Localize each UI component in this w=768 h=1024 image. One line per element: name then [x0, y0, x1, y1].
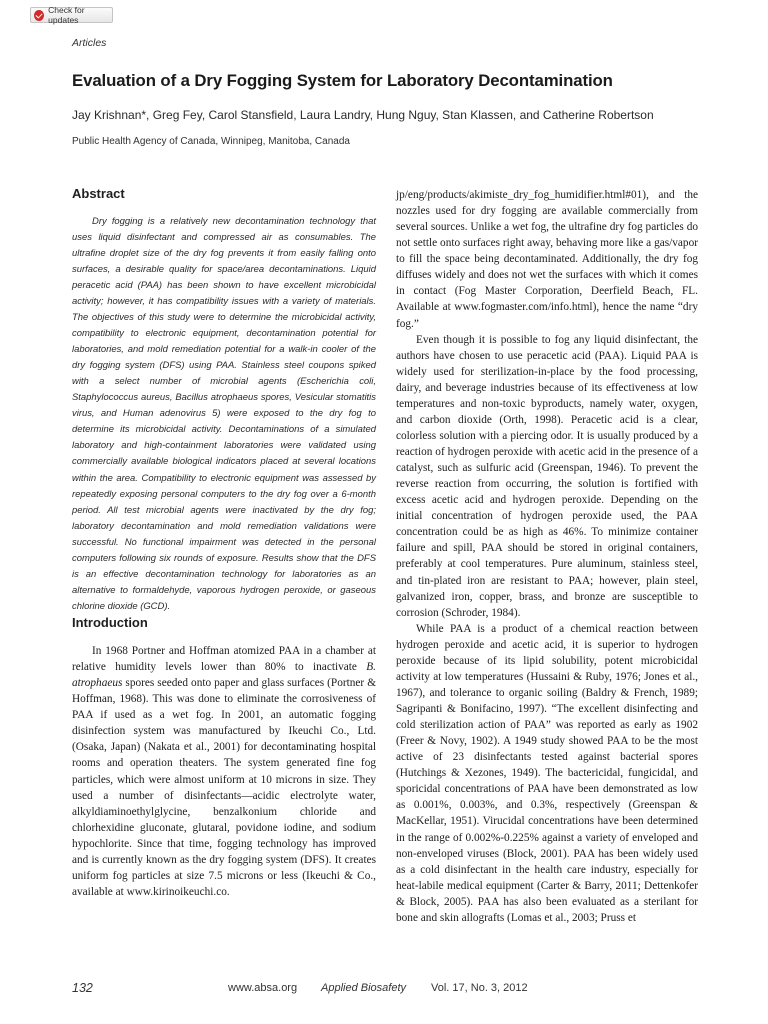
- affiliation: Public Health Agency of Canada, Winnipeg, Manitoba, Canada: [72, 136, 350, 147]
- body-paragraph-2: Even though it is possible to fog any liquid disinfectant, the authors have chosen to use peracetic acid (PAA). Liquid PAA is widely used for sterilization-in-place by the food processing, dairy, and beverage industries because of its effectiveness at low temperatures and non-toxic byproducts, namely water, oxygen, and carbon dioxide (Orth, 1998). Peracetic acid is a clear, colorless solution with a piercing odor. It is usually produced by a reaction of hydrogen peroxide with acetic acid in the presence of a catalyst, such as sulfuric acid (Greenspan, 1946). To prevent the reverse reaction from occurring, the solution is fortified with excess acetic acid and hydrogen peroxide. Depending on the initial concentration of hydrogen peroxide used, the PAA concentration could be as high as 46%. To minimize container failure and spill, PAA should be stored in original containers, preferably at cool temperatures. Pure aluminum, stainless steel, and tin-plated iron are resistant to PAA; however, plain steel, galvanized iron, copper, brass, and bronze are susceptible to corrosion (Schroder, 1984).: [396, 333, 698, 619]
- left-column: [72, 186, 376, 900]
- body-paragraph-3: While PAA is a product of a chemical reaction between hydrogen peroxide and acetic acid, it is superior to hydrogen peroxide because of its lipid solubility, potent microbicidal activity at low temperatures (Hussaini & Ruby, 1976; Jones et al., 1967), and tolerance to organic soiling (Baldry & French, 1989; Sagripanti & Bonifacino, 1997). “The excellent disinfecting and cold sterilization action of PAA” was reported as early as 1902 (Freer & Novy, 1902). A 1949 study showed PAA to be the most active of 23 disinfectants tested against bacterial spores (Hutchings & Xezones, 1949). The bactericidal, fungicidal, and sporicidal concentrations of PAA have been demonstrated as low as 0.001%, 0.003%, and 0.3%, respectively (Greenspan & MacKellar, 1951). Virucidal concentrations have been determined in the range of 0.002%-0.225% against a variety of enveloped and non-enveloped viruses (Block, 2001). PAA has been widely used as a cold disinfectant in the health care industry, especially for heat-labile medical equipment (Carter & Barry, 2011; Dettenkofer & Block, 2005). PAA has also been evaluated as a sterilant for bone and skin allografts (Lomas et al., 2003; Pruss et: [396, 622, 698, 924]
- author-list: Jay Krishnan*, Greg Fey, Carol Stansfield, Laura Landry, Hung Nguy, Stan Klassen, and Catherine Robertson: [72, 108, 654, 122]
- introduction-paragraph: [72, 643, 376, 901]
- body-paragraph-1: jp/eng/products/akimiste_dry_fog_humidifier.html#01), and the nozzles used for dry fogging are available commercially from several sources. Unlike a wet fog, the ultrafine dry fog particles do not settle onto surfaces right away, behaving more like a gas/vapor to fill the space being decontaminated. Additionally, the dry fog diffuses widely and does not wet the surfaces with which it comes in contact (Fog Master Corporation, Deerfield Beach, FL. Available at www.fogmaster.com/info.html), hence the name “dry fog.”: [396, 189, 698, 330]
- journal-name: Applied Biosafety: [321, 982, 406, 994]
- check-for-updates-label: Check for updates: [48, 5, 85, 25]
- section-label: Articles: [72, 37, 107, 49]
- intro-text-end: spores seeded onto paper and glass surfaces (Portner & Hoffman, 1968). This was done to eliminate the corrosiveness of PAA if used as a wet fog. In 2001, an automatic fogging disinfection system was manufactured by Ikeuchi Co., Ltd. (Osaka, Japan) (Nakata et al., 2001) for decontaminating hospital rooms and operation theaters. The system generated fine fog particles, which were almost uniform at 10 microns in size. They used a number of disinfectants—acidic electrolyte water, alkyldiaminoethylglycine, benzalkonium chloride and chlorhexidine gluconate, glutaral, povidone iodine, and sodium hypochlorite. Since that time, fogging technology has improved and is currently known as the dry fogging system (DFS). It creates uniform fog particles at size 7.5 microns or less (Ikeuchi & Co., available at www.kirinoikeuchi.co.: [72, 676, 376, 899]
- abstract-heading: Abstract: [72, 186, 125, 201]
- species-name: B. atrophaeus: [72, 660, 376, 689]
- introduction-heading: Introduction: [72, 614, 148, 630]
- footer-url[interactable]: www.absa.org: [228, 982, 298, 994]
- check-for-updates-button[interactable]: [30, 7, 113, 23]
- article-title: Evaluation of a Dry Fogging System for Laboratory Decontamination: [72, 71, 613, 90]
- abstract-text: Dry fogging is a relatively new decontamination technology that uses liquid disinfectant and compressed air as consumables. The ultrafine droplet size of the dry fog prevents it from easily falling onto surfaces, a desirable quality for space/area decontaminations. Liquid peracetic acid (PAA) has been shown to have excellent microbicidal activity; however, it has compatibility issues with a variety of materials. The objectives of this study were to determine the microbicidal activity, compatibility to electronic equipment, decontamination potential for laboratories, and mold remediation potential for a walk-in cooler of the dry fogging system (DFS) using PAA. Stainless steel coupons spiked with a select number of microbial agents (Escherichia coli, Staphylococcus aureus, Bacillus atrophaeus spores, Vesicular stomatitis virus, and Human adenovirus 5) were exposed to the dry fog to determine its microbicidal activity. Decontaminations of a simulated laboratory and high-containment laboratories were validated using commercially available biological indicators placed at several locations within the area. Compatibility to electronic equipment was assessed by repeatedly exposing personal computers to the dry fog over a 6-month period. All test microbial agents were inactivated by the dry fog; laboratory decontamination and mold remediation validations were successful. No functional impairment was detected in the personal computers following six rounds of exposure. Results show that the DFS is an effective decontamination technology for laboratories as an alternative to formaldehyde, vaporous hydrogen peroxide, or gaseous chlorine dioxide (GCD).: [72, 216, 376, 612]
- page-number: 132: [72, 981, 93, 995]
- right-column: [396, 187, 698, 926]
- page-footer: [0, 982, 768, 998]
- intro-text-start: In 1968 Portner and Hoffman atomized PAA in a chamber at relative humidity levels lower than 80% to inactivate: [72, 644, 376, 673]
- check-circle-icon: [34, 10, 44, 21]
- volume-info: Vol. 17, No. 3, 2012: [431, 982, 528, 994]
